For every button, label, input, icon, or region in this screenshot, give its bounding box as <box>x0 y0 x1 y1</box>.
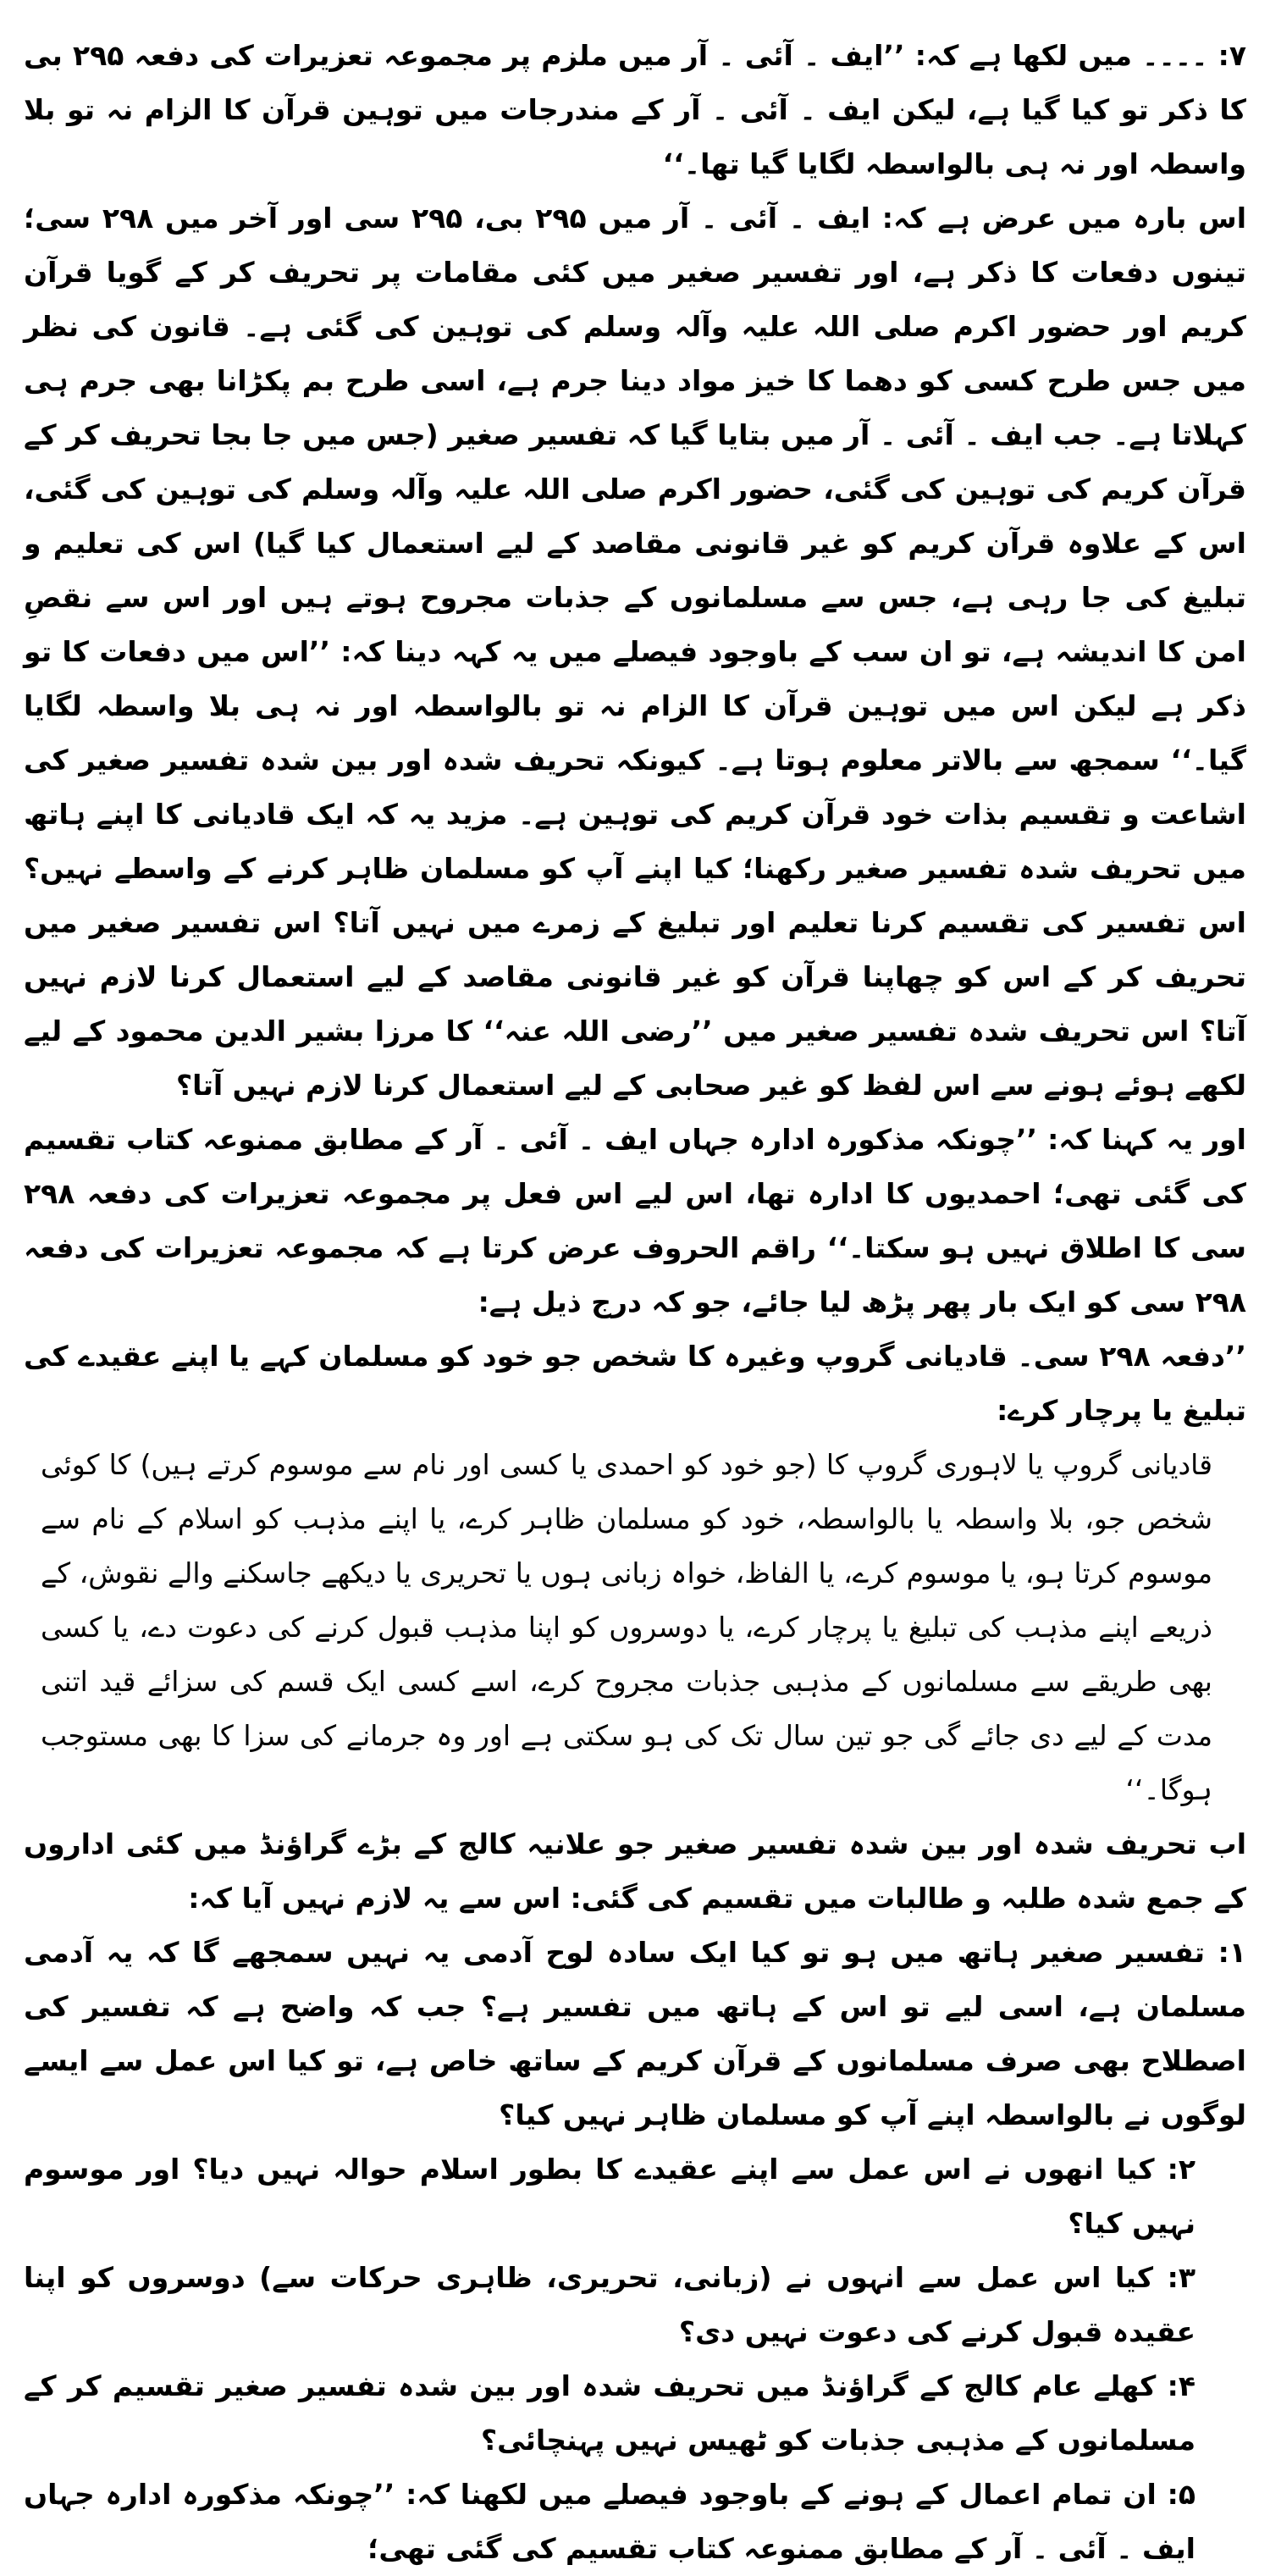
document-page <box>24 29 1246 2565</box>
list-number: ۲: <box>1167 2153 1195 2186</box>
list-text: تفسیر صغیر ہاتھ میں ہو تو کیا ایک سادہ لوح آدمی یہ نہیں سمجھے گا کہ یہ آدمی مسلمان ہے، اسی لیے تو اس کے ہاتھ میں تفسیر ہے؟ جب کہ واضح ہے کہ تفسیر کی اصطلاح بھی صرف مسلمانوں کے قرآن کریم کے ساتھ خاص ہے، تو کیا اس عمل سے ایسے لوگوں نے بالواسطہ اپنے آپ کو مسلمان ظاہر نہیں کیا؟ <box>24 1936 1246 2131</box>
paragraph-distribution: اب تحریف شدہ اور بین شدہ تفسیر صغیر جو علانیہ کالج کے بڑے گراؤنڈ میں کئی اداروں کے جمع شدہ طلبہ و طالبات میں تقسیم کی گئی: اس سے یہ لازم نہیں آیا کہ: <box>24 1827 1246 1915</box>
list-number: ۴: <box>1167 2369 1195 2402</box>
list-number: ۵: <box>1167 2478 1195 2511</box>
list-item <box>24 1926 1246 2142</box>
list-number: ۳: <box>1167 2261 1195 2294</box>
list-item <box>24 2359 1246 2468</box>
list-text: کیا انھوں نے اس عمل سے اپنے عقیدے کا بطور اسلام حوالہ نہیں دیا؟ اور موسوم نہیں کیا؟ <box>24 2153 1195 2240</box>
list-item <box>24 2251 1246 2359</box>
list-number: ۱: <box>1218 1936 1246 1969</box>
list-text: کھلے عام کالج کے گراؤنڈ میں تحریف شدہ اور بین شدہ تفسیر صغیر تقسیم کر کے مسلمانوں کے مذہبی جذبات کو ٹھیس نہیں پہنچائی؟ <box>24 2369 1195 2457</box>
paragraph-claim: اور یہ کہنا کہ: ’’چونکہ مذکورہ ادارہ جہاں ایف ۔ آئی ۔ آر کے مطابق ممنوعہ کتاب تقسیم کی گئی تھی؛ احمدیوں کا ادارہ تھا، اس لیے اس فعل پر مجموعہ تعزیرات کی دفعہ ۲۹۸ سی کا اطلاق نہیں ہو سکتا۔‘‘ راقم الحروف عرض کرتا ہے کہ مجموعہ تعزیرات کی دفعہ ۲۹۸ سی کو ایک بار پھر پڑھ لیا جائے، جو کہ درج ذیل ہے: <box>24 1123 1246 1318</box>
section-298c-text: قادیانی گروپ یا لاہوری گروپ کا (جو خود کو احمدی یا کسی اور نام سے موسوم کرتے ہیں) کا کوئی شخص جو، بلا واسطہ یا بالواسطہ، خود کو مسلمان ظاہر کرے، یا اپنے مذہب کو اسلام کے نام سے موسوم کرتا ہو، یا موسوم کرے، یا الفاظ، خواہ زبانی ہوں یا تحریری یا دیکھے جاسکنے والے نقوش، کے ذریعے اپنے مذہب کی تبلیغ یا پرچار کرے، یا دوسروں کو اپنا مذہب قبول کرنے کی دعوت دے، یا کسی بھی طریقے سے مسلمانوں کے مذہبی جذبات مجروح کرے، اسے کسی ایک قسم کی سزائے قید اتنی مدت کے لیے دی جائے گی جو تین سال تک کی ہو سکتی ہے اور وہ جرمانے کی سزا کا بھی مستوجب ہوگا۔‘‘ <box>41 1448 1212 1806</box>
list-text: ان تمام اعمال کے ہونے کے باوجود فیصلے میں لکھنا کہ: ’’چونکہ مذکورہ ادارہ جہاں ایف ۔ آئی ۔ آر کے مطابق ممنوعہ کتاب تقسیم کی گئی تھی؛ <box>24 2478 1195 2565</box>
paragraph-response: اس بارہ میں عرض ہے کہ: ایف ۔ آئی ۔ آر میں ۲۹۵ بی، ۲۹۵ سی اور آخر میں ۲۹۸ سی؛ تینوں دفعات کا ذکر ہے، اور تفسیر صغیر میں کئی مقامات پر تحریف کر کے گویا قرآن کریم اور حضور اکرم صلی اللہ علیہ وآلہ وسلم کی توہین کی گئی ہے۔ قانون کی نظر میں جس طرح کسی کو دھما کا خیز مواد دینا جرم ہے، اسی طرح بم پکڑانا بھی جرم ہی کہلاتا ہے۔ جب ایف ۔ آئی ۔ آر میں بتایا گیا کہ تفسیر صغیر (جس میں جا بجا تحریف کر کے قرآن کریم کی توہین کی گئی، حضور اکرم صلی اللہ علیہ وآلہ وسلم کی توہین کی گئی، اس کے علاوہ قرآن کریم کو غیر قانونی مقاصد کے لیے استعمال کیا گیا) اس کی تعلیم و تبلیغ کی جا رہی ہے، جس سے مسلمانوں کے جذبات مجروح ہوتے ہیں اور اس سے نقصِ امن کا اندیشہ ہے، تو ان سب کے باوجود فیصلے میں یہ کہہ دینا کہ: ’’اس میں دفعات کا تو ذکر ہے لیکن اس میں توہین قرآن کا الزام نہ تو بالواسطہ اور نہ ہی بلا واسطہ لگایا گیا۔‘‘ سمجھ سے بالاتر معلوم ہوتا ہے۔ کیونکہ تحریف شدہ اور بین شدہ تفسیر صغیر کی اشاعت و تقسیم بذات خود قرآن کریم کی توہین ہے۔ مزید یہ کہ ایک قادیانی کا اپنے ہاتھ میں تحریف شدہ تفسیر صغیر رکھنا؛ کیا اپنے آپ کو مسلمان ظاہر کرنے کے واسطے نہیں؟ اس تفسیر کی تقسیم کرنا تعلیم اور تبلیغ کے زمرے میں نہیں آتا؟ اس تفسیر صغیر میں تحریف کر کے اس کو چھاپنا قرآن کو غیر قانونی مقاصد کے لیے استعمال کرنا لازم نہیں آتا؟ اس تحریف شدہ تفسیر صغیر میں ’’رضی اللہ عنہ‘‘ کا مرزا بشیر الدین محمود کے لیے لکھے ہوئے ہونے سے اس لفظ کو غیر صحابی کے لیے استعمال کرنا لازم نہیں آتا؟ <box>24 202 1246 1102</box>
paragraph-7-heading: ۷: ۔۔۔۔ میں لکھا ہے کہ: ’’ایف ۔ آئی ۔ آر میں ملزم پر مجموعہ تعزیرات کی دفعہ ۲۹۵ بی کا ذکر تو کیا گیا ہے، لیکن ایف ۔ آئی ۔ آر کے مندرجات میں توہین قرآن کا الزام نہ تو بلا واسطہ اور نہ ہی بالواسطہ لگایا گیا تھا۔‘‘ <box>24 39 1246 180</box>
section-298c-heading: ’’دفعہ ۲۹۸ سی۔ قادیانی گروپ وغیرہ کا شخص جو خود کو مسلمان کہے یا اپنے عقیدے کی تبلیغ یا پرچار کرے: <box>24 1340 1246 1427</box>
list-item <box>24 2468 1246 2576</box>
list-text: کیا اس عمل سے انہوں نے (زبانی، تحریری، ظاہری حرکات سے) دوسروں کو اپنا عقیدہ قبول کرنے کی دعوت نہیں دی؟ <box>24 2261 1195 2348</box>
list-item <box>24 2142 1246 2251</box>
